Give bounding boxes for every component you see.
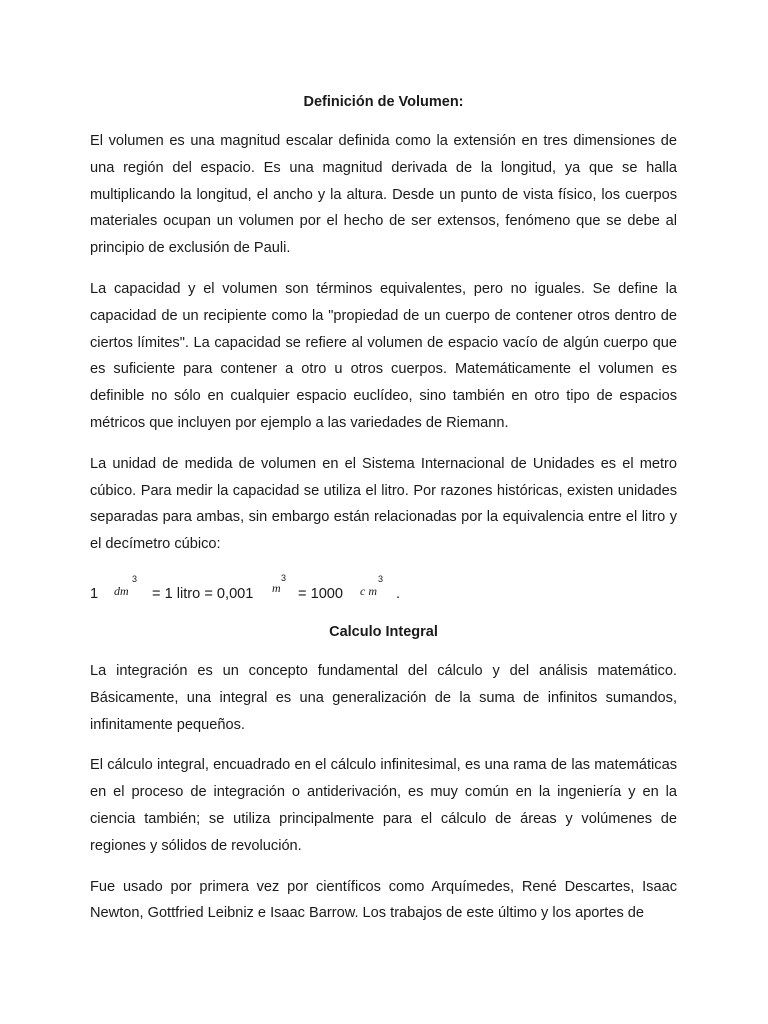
formula-m-unit: m <box>272 580 281 595</box>
formula-equals-1000: = 1000 <box>298 585 344 602</box>
formula-cm-exponent: 3 <box>378 573 384 584</box>
formula-dm-exponent: 3 <box>132 573 138 584</box>
formula-period: . <box>396 585 401 602</box>
formula-dm-unit: dm <box>114 583 129 598</box>
formula-equals-litro: = 1 litro = 0,001 <box>152 585 254 602</box>
paragraph-integral-calculus: El cálculo integral, encuadrado en el cálculo infinitesimal, es una rama de las matemáticas en el proceso de integración o antiderivación, es muy común en la ingeniería y en la ciencia también; se utiliza principalmente para el cálculo de áreas y volúmenes de regiones y sólidos de revolución. <box>90 757 677 854</box>
paragraph-unit-of-measure: La unidad de medida de volumen en el Sistema Internacional de Unidades es el metro cúbico. Para medir la capacidad se utiliza el litro. Por razones históricas, existen unidades separadas para ambas, sin embargo están relacionadas por la equivalencia entre el litro y el decímetro cúbico: <box>90 455 677 553</box>
heading-volume-definition: Definición de Volumen: <box>303 94 464 110</box>
document-body <box>90 92 677 941</box>
formula-cm-unit: c m <box>360 583 377 598</box>
formula-one: 1 <box>90 585 99 602</box>
paragraph-volume-intro: El volumen es una magnitud escalar definida como la extensión en tres dimensiones de una región del espacio. Es una magnitud derivada de la longitud, ya que se halla multiplicando la longitud, el ancho y la altura. Desde un punto de vista físico, los cuerpos materiales ocupan un volumen por el hecho de ser extensos, fenómeno que se debe al principio de exclusión de Pauli. <box>90 133 677 257</box>
paragraph-capacity: La capacidad y el volumen son términos equivalentes, pero no iguales. Se define la capacidad de un recipiente como la "propiedad de un cuerpo de contener otros dentro de ciertos límites". La capacidad se refiere al volumen de espacio vacío de algún cuerpo que es suficiente para contener a otro u otros cuerpos. Matemáticamente el volumen es definible no sólo en cualquier espacio euclídeo, sino también en otro tipo de espacios métricos que incluyen por ejemplo a las variedades de Riemann. <box>90 280 677 431</box>
heading-integral-calculus: Calculo Integral <box>329 623 438 640</box>
paragraph-history: Fue usado por primera vez por científicos como Arquímedes, René Descartes, Isaac Newton, Gottfried Leibniz e Isaac Barrow. Los trabajos de este último y los aportes de <box>90 878 677 922</box>
formula-m-exponent: 3 <box>281 572 287 583</box>
volume-equivalence-formula <box>90 572 677 610</box>
paragraph-integration-concept: La integración es un concepto fundamental del cálculo y del análisis matemático. Básicamente, una integral es una generalización de la suma de infinitos sumandos, infinitamente pequeños. <box>90 662 677 733</box>
